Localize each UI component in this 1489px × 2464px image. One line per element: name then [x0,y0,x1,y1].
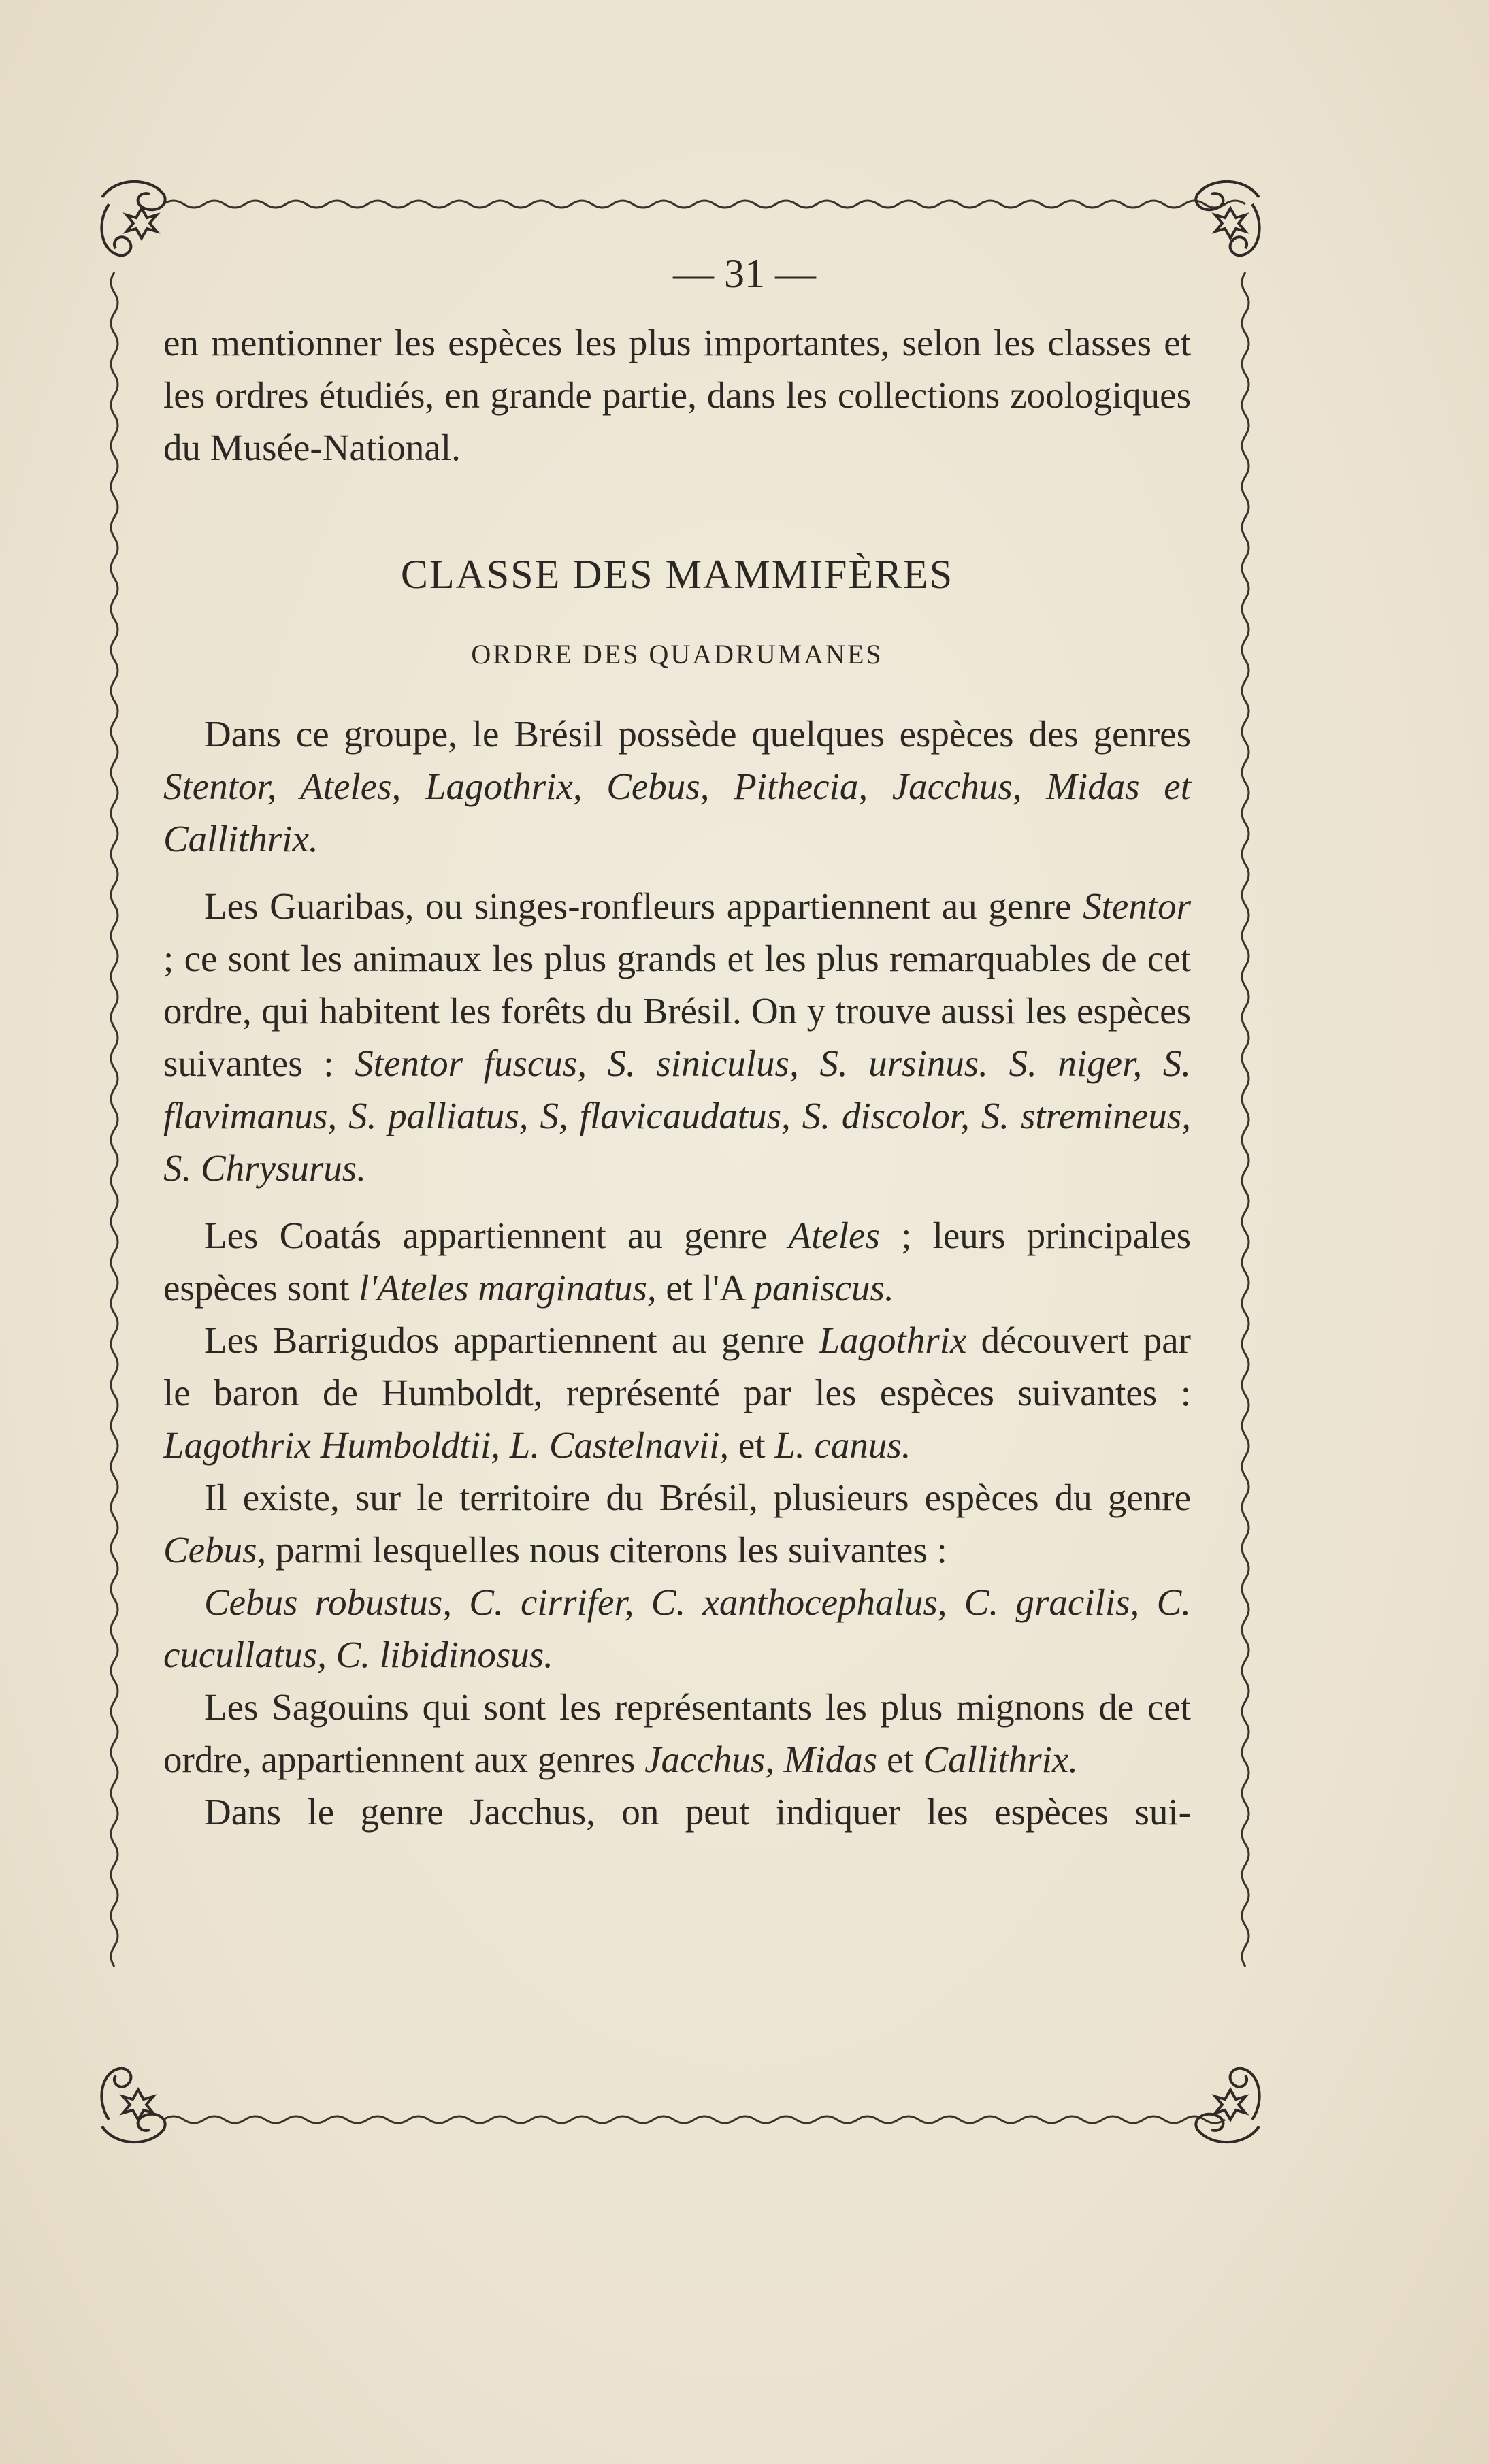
species-list: Lagothrix Humboldtii, L. Castelnavii, [163,1424,730,1466]
paragraph-sagouins [163,1681,1191,1786]
genus-name: Stentor [1083,885,1191,927]
genera-list: Stentor, Ateles, Lagothrix, Cebus, Pithecia, Jacchus, Midas et Callithrix. [163,766,1191,859]
genus-name: Ateles [788,1215,880,1256]
paragraph-text: découvert par le baron de Humboldt, représenté par les espèces suivantes : [163,1319,1191,1413]
paragraph-text: Dans ce groupe, le Brésil possède quelques espèces des genres [204,713,1191,755]
genus-name: Cebus, [163,1529,267,1571]
paragraph-coatas [163,1209,1191,1314]
paragraph-cebus-species [163,1576,1191,1681]
paragraph-text: ; leurs principales espèces sont [163,1215,1191,1309]
species-name: L. canus. [774,1424,911,1466]
top-wavy-rule [163,201,1245,208]
order-heading: ORDRE DES QUADRUMANES [471,639,883,670]
paragraph-text: et l'A [656,1267,754,1309]
paragraph-text: Les Barrigudos appartiennent au genre [204,1319,819,1361]
paragraph-cebus [163,1471,1191,1576]
paragraph-text: Les Coatás appartiennent au genre [204,1215,789,1256]
page-body [163,316,1191,1838]
paragraph-guaribas [163,880,1191,1194]
left-wavy-rule [111,272,118,1967]
right-wavy-rule [1242,272,1249,1967]
paragraph-barrigudos [163,1314,1191,1471]
corner-ornament-top-right [1196,182,1259,256]
paragraph-text: parmi lesquelles nous citerons les suivantes : [266,1529,947,1571]
genus-name: Lagothrix [819,1319,967,1361]
genus-name: Callithrix. [923,1739,1079,1780]
paragraph-text: et [877,1739,923,1780]
page-number: — 31 — [673,251,816,296]
paragraph-text: ; ce sont les animaux les plus grands et les plus remarquables de cet ordre, qui habitent les forêts du Brésil. On y trouve aussi les espèces suivantes : [163,938,1191,1084]
corner-ornament-bottom-right [1196,2069,1259,2143]
class-heading: CLASSE DES MAMMIFÈRES [400,552,954,597]
species-list: Stentor fuscus, S. siniculus, S. ursinus. S. niger, S. flavimanus, S. palliatus, S, flavicaudatus, S. discolor, S. stremineus, S. Chrysurus. [163,1042,1191,1189]
genus-name: Jacchus, Midas [644,1739,878,1780]
paragraph-text: Les Guaribas, ou singes-ronfleurs appartiennent au genre [204,885,1083,927]
paragraph-groups [163,708,1191,865]
intro-paragraph: en mentionner les espèces les plus importantes, selon les classes et les ordres étudiés, en grande partie, dans les collections zoologiques du Musée-National. [163,322,1191,468]
species-list: Cebus robustus, C. cirrifer, C. xanthocephalus, C. gracilis, C. cucullatus, C. libidinosus. [163,1581,1191,1675]
corner-ornament-top-left [101,182,165,256]
species-name: l'Ateles marginatus, [359,1267,657,1309]
paragraph-jacchus: Dans le genre Jacchus, on peut indiquer les espèces sui- [204,1791,1191,1833]
paragraph-text: Les Sagouins qui sont les représentants les plus mignons de cet ordre, appartiennent aux genres [163,1686,1191,1780]
paragraph-text: Il existe, sur le territoire du Brésil, plusieurs espèces du genre [204,1477,1191,1518]
bottom-wavy-rule [163,2116,1225,2123]
paragraph-text: et [729,1424,775,1466]
species-name: paniscus. [753,1267,894,1309]
corner-ornament-bottom-left [101,2069,165,2143]
